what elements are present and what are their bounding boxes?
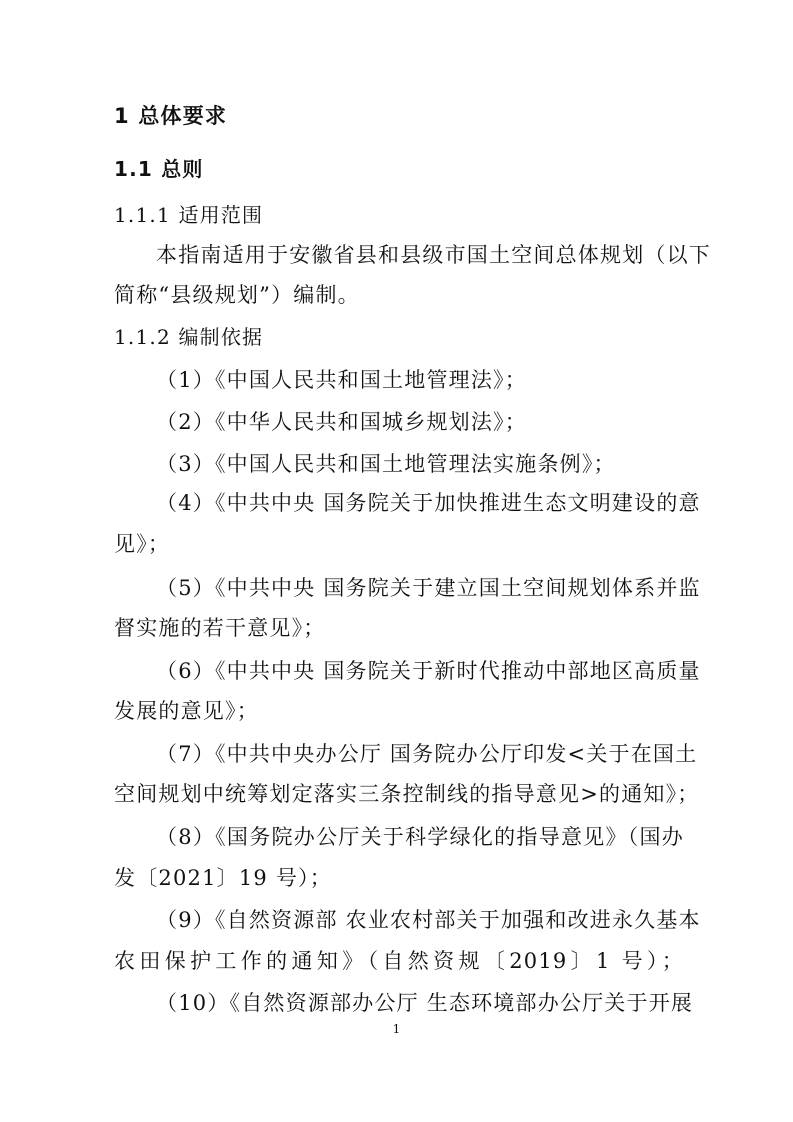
list-item-continuation: 空间规划中统筹划定落实三条控制线的指导意见>的通知》； — [114, 782, 700, 806]
list-item-continuation: 督实施的若干意见》； — [114, 616, 326, 640]
heading-3-basis: 1.1.2 编制依据 — [114, 325, 264, 349]
heading-1: 1 总体要求 — [114, 104, 228, 128]
list-item: （10）《自然资源部办公厅 生态环境部办公厅关于开展 — [156, 991, 694, 1015]
heading-2: 1.1 总则 — [114, 157, 204, 181]
list-item: （4）《中共中央 国务院关于加快推进生态文明建设的意 — [156, 491, 701, 515]
list-item: （7）《中共中央办公厅 国务院办公厅印发<关于在国土 — [156, 742, 698, 766]
paragraph-line: 简称“县级规划”）编制。 — [114, 283, 360, 307]
list-item-continuation: 发〔2021〕19 号）； — [114, 866, 332, 890]
list-item: （1）《中国人民共和国土地管理法》； — [156, 368, 527, 392]
heading-3-scope: 1.1.1 适用范围 — [114, 203, 264, 227]
page-number: 1 — [392, 1022, 401, 1036]
list-item-continuation: 发展的意见》； — [114, 699, 259, 723]
list-item: （6）《中共中央 国务院关于新时代推动中部地区高质量 — [156, 659, 701, 683]
list-item-continuation: 农田保护工作的通知》（自然资规〔2019〕1 号）； — [114, 949, 684, 973]
list-item: （8）《国务院办公厅关于科学绿化的指导意见》（国办 — [156, 825, 684, 849]
list-item-continuation: 见》； — [114, 532, 171, 556]
list-item: （9）《自然资源部 农业农村部关于加强和改进永久基本 — [156, 908, 701, 932]
list-item: （3）《中国人民共和国土地管理法实施条例》； — [156, 452, 616, 476]
list-item: （2）《中华人民共和国城乡规划法》； — [156, 410, 527, 434]
list-item: （5）《中共中央 国务院关于建立国土空间规划体系并监 — [156, 576, 701, 600]
paragraph-line: 本指南适用于安徽省县和县级市国土空间总体规划（以下 — [156, 243, 711, 267]
